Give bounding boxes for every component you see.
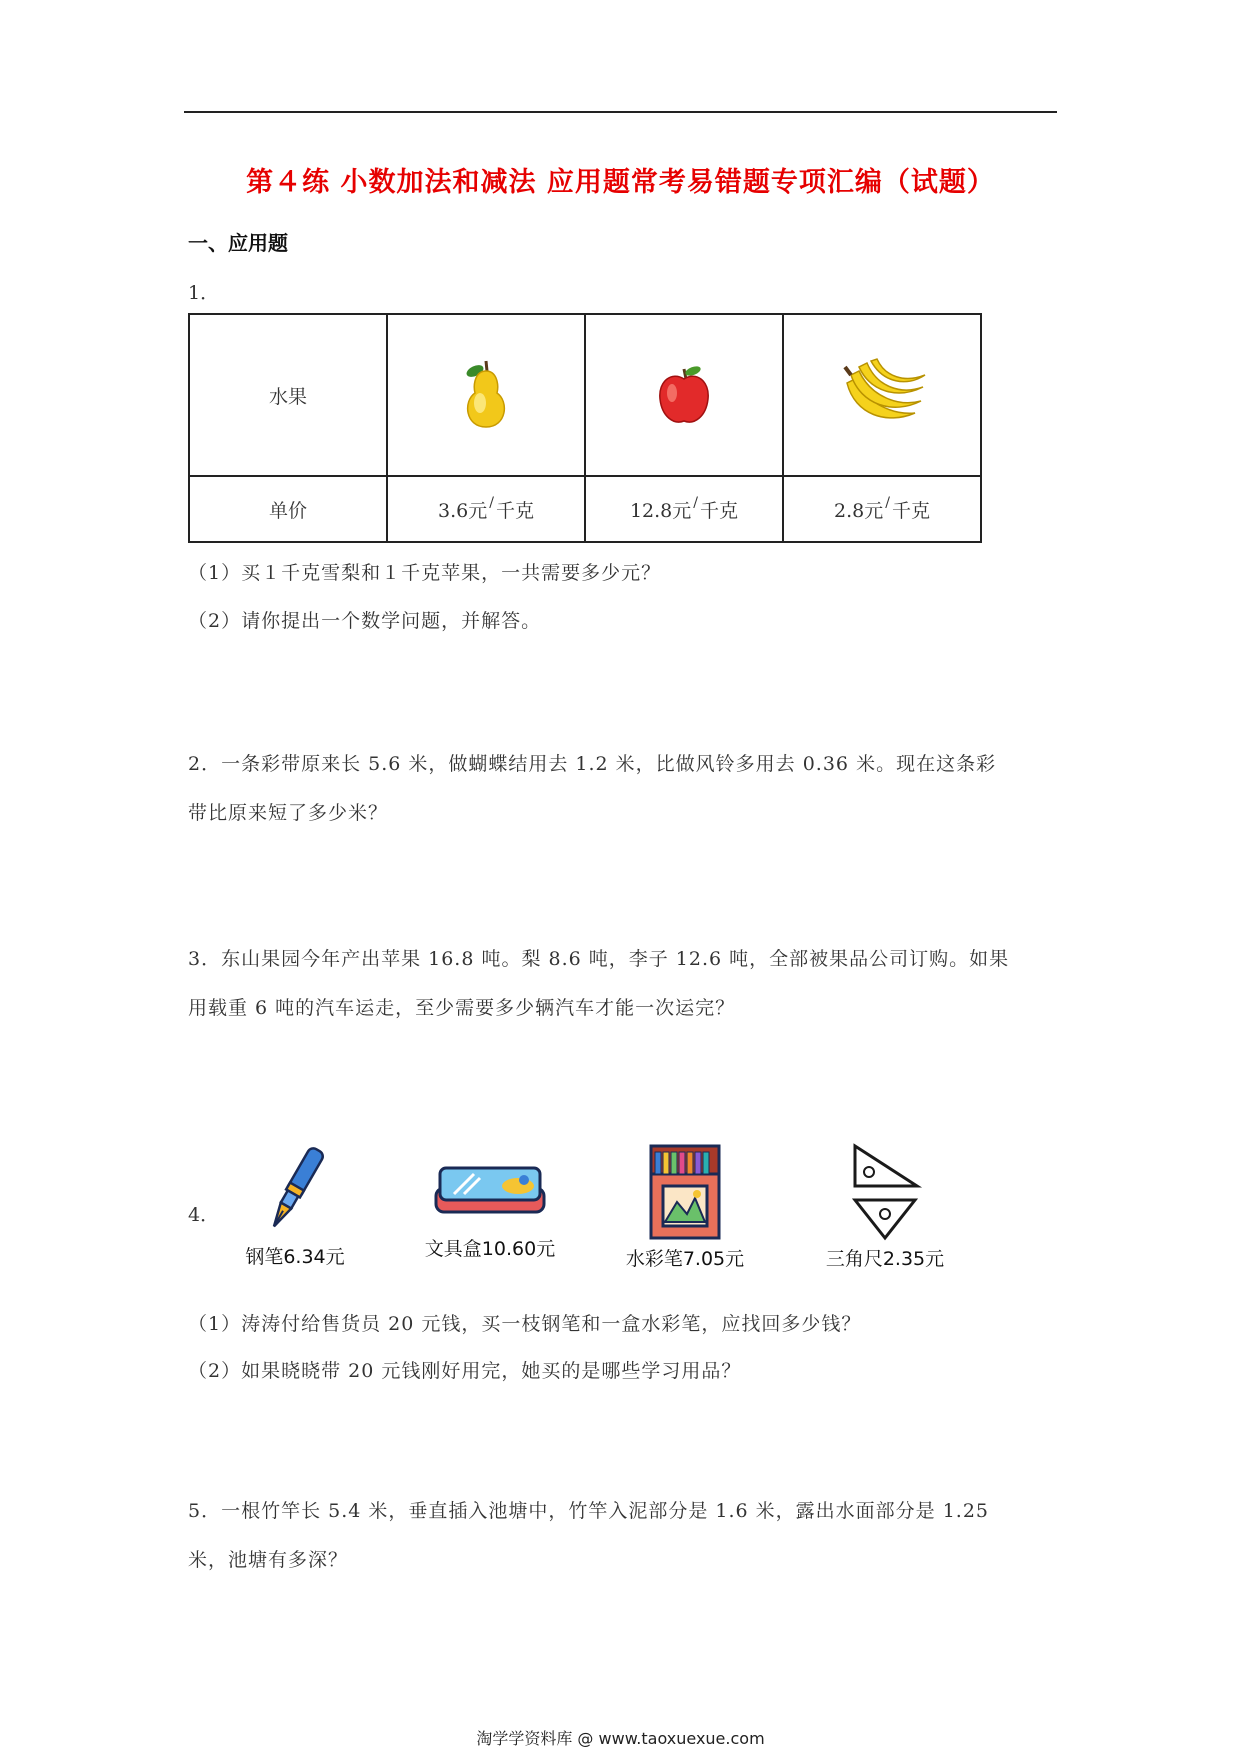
question-2 [188, 740, 1058, 838]
item-set-square [820, 1142, 950, 1271]
banana-price: 2.8元 [834, 499, 884, 522]
pencil-case-icon [430, 1160, 550, 1220]
banana-unit: 千克 [891, 499, 930, 522]
table-cell-fruit-label: 水果 [189, 314, 387, 476]
table-cell-price-label: 单价 [189, 476, 387, 542]
table-cell-pear [387, 314, 585, 476]
question-4-sub-2: （2）如果晓晓带 20 元钱刚好用完，她买的是哪些学习用品？ [188, 1360, 742, 1382]
question-3-line-1: 3．东山果园今年产出苹果 16.8 吨。梨 8.6 吨，李子 12.6 吨，全部被果品公司订购。如果 [188, 948, 1010, 970]
table-cell-banana [783, 314, 981, 476]
set-square-icon [845, 1142, 925, 1242]
apple-unit: 千克 [700, 499, 739, 522]
question-2-line-1: 2．一条彩带原来长 5.6 米，做蝴蝶结用去 1.2 米，比做风铃多用去 0.36 米。现在这条彩 [188, 753, 997, 775]
item-set-square-label: 三角尺2.35元 [825, 1248, 945, 1270]
apple-price: 12.8元 [629, 499, 692, 522]
fruit-price-table [188, 313, 982, 543]
question-1-sub-2: （2）请你提出一个数学问题，并解答。 [188, 610, 542, 632]
item-pencil-case-label: 文具盒10.60元 [424, 1238, 556, 1260]
item-fountain-pen-label: 钢笔6.34元 [245, 1246, 345, 1268]
section-heading: 一、应用题 [188, 231, 288, 255]
item-pencil-case [420, 1160, 560, 1261]
item-fountain-pen [240, 1140, 350, 1269]
table-cell-apple [585, 314, 783, 476]
pear-unit: 千克 [495, 499, 534, 522]
question-3 [188, 935, 1058, 1033]
question-3-line-2: 用载重 6 吨的汽车运走，至少需要多少辆汽车才能一次运完？ [188, 997, 736, 1019]
pear-icon [451, 353, 521, 433]
item-watercolor-pens [620, 1142, 750, 1271]
page-title: 第４练 小数加法和减法 应用题常考易错题专项汇编（试题） [246, 167, 995, 198]
question-5-line-1: 5．一根竹竿长 5.4 米，垂直插入池塘中，竹竿入泥部分是 1.6 米，露出水面部分是 1.25 [188, 1500, 990, 1522]
fountain-pen-icon [260, 1140, 330, 1240]
table-cell-pear-price: 3.6元 / 千克 [387, 476, 585, 542]
banana-icon [837, 353, 927, 433]
header-rule [184, 111, 1057, 113]
footer-watermark: 淘学学资料库 @ www.taoxuexue.com [476, 1729, 765, 1748]
question-5 [188, 1487, 1058, 1585]
question-4-sub-1: （1）涛涛付给售货员 20 元钱，买一枝钢笔和一盒水彩笔，应找回多少钱？ [188, 1313, 862, 1335]
apple-icon [652, 359, 716, 427]
item-watercolor-pens-label: 水彩笔7.05元 [625, 1248, 745, 1270]
table-cell-banana-price: 2.8元 / 千克 [783, 476, 981, 542]
pear-price: 3.6元 [438, 499, 488, 522]
question-1-sub-1: （1）买１千克雪梨和１千克苹果，一共需要多少元？ [188, 562, 662, 584]
table-cell-apple-price: 12.8元 / 千克 [585, 476, 783, 542]
question-2-line-2: 带比原来短了多少米？ [188, 802, 389, 824]
question-1-number: 1． [188, 282, 220, 304]
question-4-number: 4． [188, 1204, 220, 1226]
question-5-line-2: 米，池塘有多深？ [188, 1549, 349, 1571]
watercolor-pens-icon [647, 1142, 723, 1242]
